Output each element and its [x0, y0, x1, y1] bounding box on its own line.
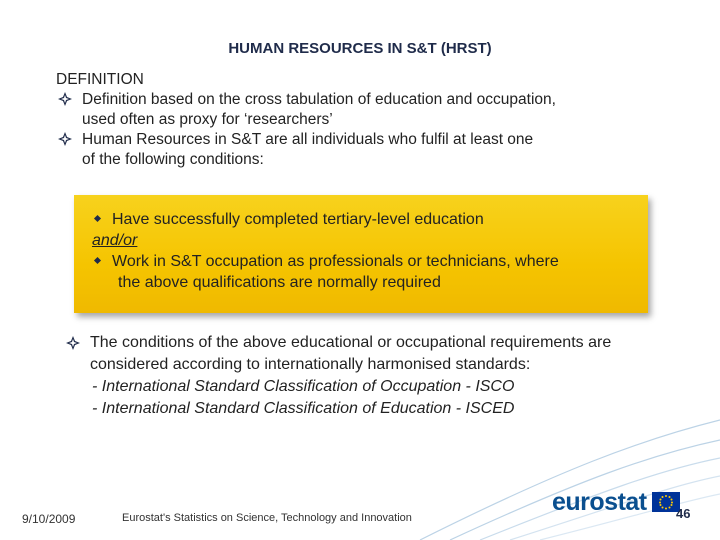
logo-text: eurostat [552, 488, 647, 516]
box-content [90, 209, 638, 293]
footer-text: Eurostat's Statistics on Science, Technology and Innovation [122, 512, 412, 524]
page-title: HUMAN RESOURCES IN S&T (HRST) [228, 40, 492, 57]
box-item-2 [90, 251, 638, 272]
and-or-label: and/or [92, 232, 138, 249]
definition-section [56, 70, 676, 170]
box-item-1 [90, 209, 638, 230]
four-petal-diamond-icon [66, 336, 80, 350]
four-petal-diamond-icon [58, 92, 72, 106]
standards-line-2-text: considered according to internationally harmonised standards: [90, 356, 531, 373]
standards-line-2 [64, 354, 704, 376]
box-item-2-text: Work in S&T occupation as professionals or technicians, where [112, 253, 559, 270]
bullet-1-line-1: Definition based on the cross tabulation of education and occupation, [82, 91, 556, 108]
isco-line: - International Standard Classification of Occupation - ISCO [92, 378, 515, 395]
eurostat-logo [552, 488, 682, 518]
bullet-1-line-2: used often as proxy for ‘researchers’ [82, 111, 333, 128]
box-item-2-continuation: the above qualifications are normally required [118, 274, 441, 291]
bullet-2-line-2: of the following conditions: [82, 151, 264, 168]
small-diamond-icon [94, 257, 101, 264]
standards-line-1: The conditions of the above educational or occupational requirements are [90, 334, 612, 351]
definition-heading: DEFINITION [56, 71, 144, 88]
standards-section [64, 332, 704, 420]
small-diamond-icon [94, 215, 101, 222]
box-item-1-text: Have successfully completed tertiary-level education [112, 211, 484, 228]
conditions-highlight-box [74, 195, 648, 313]
standards-bullet [64, 332, 704, 354]
footer-date: 9/10/2009 [22, 512, 76, 526]
isced-line: - International Standard Classification of Education - ISCED [92, 400, 515, 417]
definition-bullet-2 [56, 130, 676, 170]
definition-bullet-1 [56, 90, 676, 130]
page-number: 46 [676, 506, 691, 521]
bullet-2-line-1: Human Resources in S&T are all individuals who fulfil at least one [82, 131, 534, 148]
four-petal-diamond-icon [58, 132, 72, 146]
